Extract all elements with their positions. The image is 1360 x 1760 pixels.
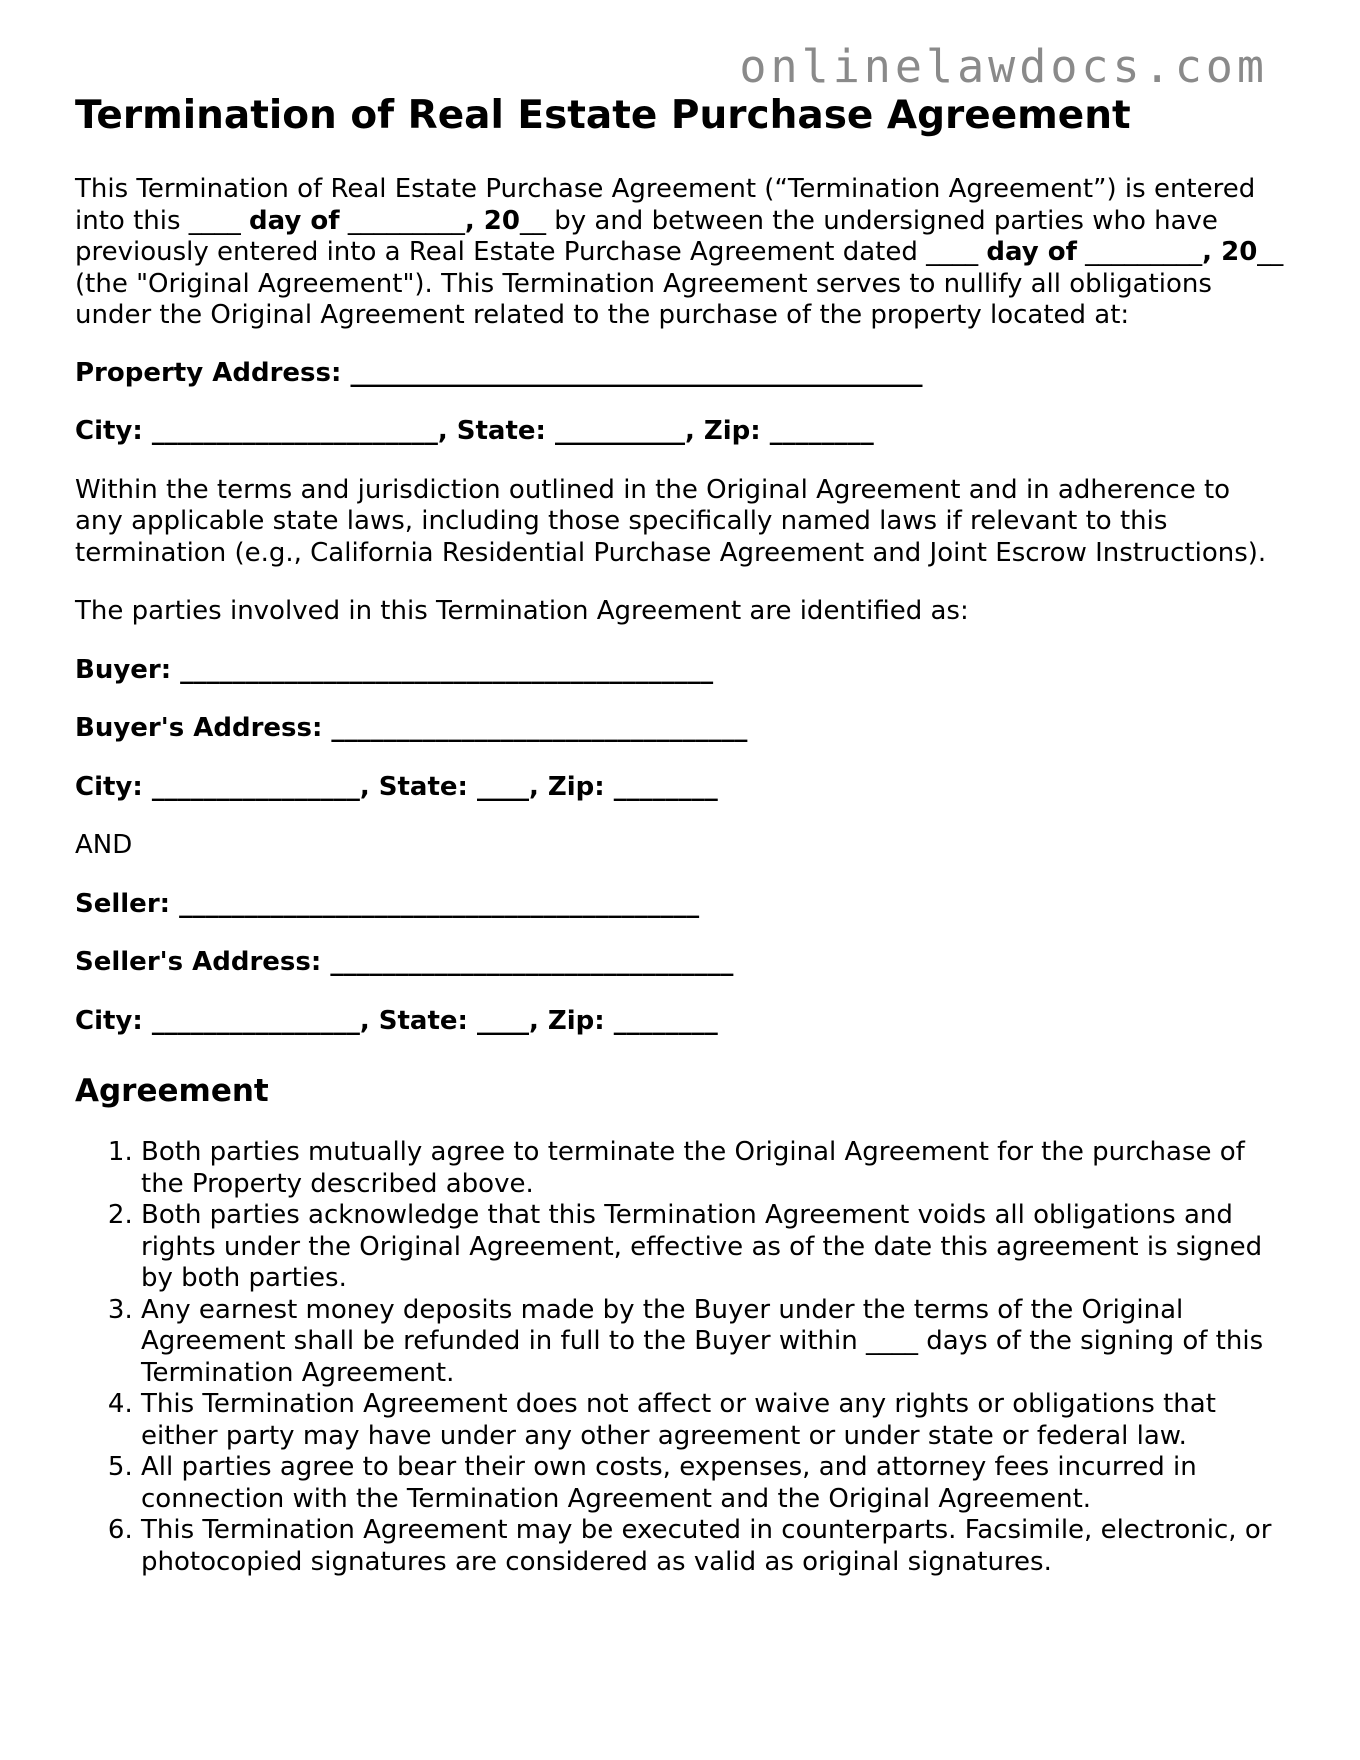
- document-title: Termination of Real Estate Purchase Agreement: [75, 93, 1131, 138]
- property-city-state-zip-field[interactable]: City: ______________________, State: __________, Zip: ________: [75, 416, 874, 446]
- agreement-item: 3. Any earnest money deposits made by the Buyer under the terms of the Original Agreement shall be refunded in full to the Buyer within ____ days of the signing of this Termination Agreement.: [141, 1295, 1285, 1390]
- buyer-address-field[interactable]: Buyer's Address: ________________________________: [75, 713, 748, 743]
- agreement-item: 2. Both parties acknowledge that this Termination Agreement voids all obligations and rights under the Original Agreement, effective as of the date this agreement is signed by both parties.: [141, 1200, 1285, 1295]
- site-watermark: onlinelawdocs.com: [739, 40, 1268, 93]
- buyer-city-state-zip-field[interactable]: City: ________________, State: ____, Zip: ________: [75, 771, 718, 802]
- intro-text-3: __ by and between the undersigned parties who have previously entered into a Real Estate Purchase Agreement dated ____: [75, 205, 1218, 267]
- jurisdiction-paragraph: Within the terms and jurisdiction outlined in the Original Agreement and in adherence to any applicable state laws, including those specifically named laws if relevant to this termination (e.g., California Residential Purchase Agreement and Joint Escrow Instructions).: [75, 474, 1267, 568]
- intro-bold-3: day of: [986, 237, 1077, 267]
- agreement-item: 4. This Termination Agreement does not affect or waive any rights or obligations that either party may have under any other agreement or under state or federal law.: [141, 1389, 1285, 1452]
- intro-bold-2: , 20: [464, 205, 520, 236]
- intro-text-4: _________: [1076, 237, 1203, 267]
- agreement-heading: Agreement: [75, 1073, 269, 1109]
- agreement-item: 1. Both parties mutually agree to terminate the Original Agreement for the purchase of the Property described above.: [141, 1137, 1285, 1200]
- intro-text-2: _________: [339, 205, 465, 236]
- seller-city-state-zip-field[interactable]: City: ________________, State: ____, Zip: ________: [75, 1005, 718, 1036]
- and-separator: AND: [75, 830, 133, 860]
- property-address-field[interactable]: Property Address: ____________________________________________: [75, 357, 923, 388]
- intro-paragraph: [75, 174, 1285, 332]
- seller-address-field[interactable]: Seller's Address: _______________________________: [75, 947, 734, 977]
- intro-bold-4: , 20: [1202, 237, 1258, 267]
- agreement-item: 5. All parties agree to bear their own costs, expenses, and attorney fees incurred in connection with the Termination Agreement and the Original Agreement.: [141, 1452, 1285, 1515]
- buyer-name-field[interactable]: Buyer: _________________________________________: [75, 654, 714, 685]
- intro-text-1: This Termination of Real Estate Purchase Agreement (“Termination Agreement”) is entered into this ____: [75, 174, 1256, 236]
- agreement-list: [75, 1137, 1285, 1578]
- intro-text-5: __ (the "Original Agreement"). This Termination Agreement serves to nullify all obligations under the Original Agreement related to the purchase of the property located at:: [75, 237, 1284, 330]
- parties-intro: The parties involved in this Termination Agreement are identified as:: [75, 596, 969, 626]
- document-page: [75, 90, 1285, 1578]
- seller-name-field[interactable]: Seller: ________________________________________: [75, 888, 700, 919]
- intro-bold-1: day of: [249, 205, 340, 236]
- agreement-item: 6. This Termination Agreement may be executed in counterparts. Facsimile, electronic, or photocopied signatures are considered as valid as original signatures.: [141, 1515, 1285, 1578]
